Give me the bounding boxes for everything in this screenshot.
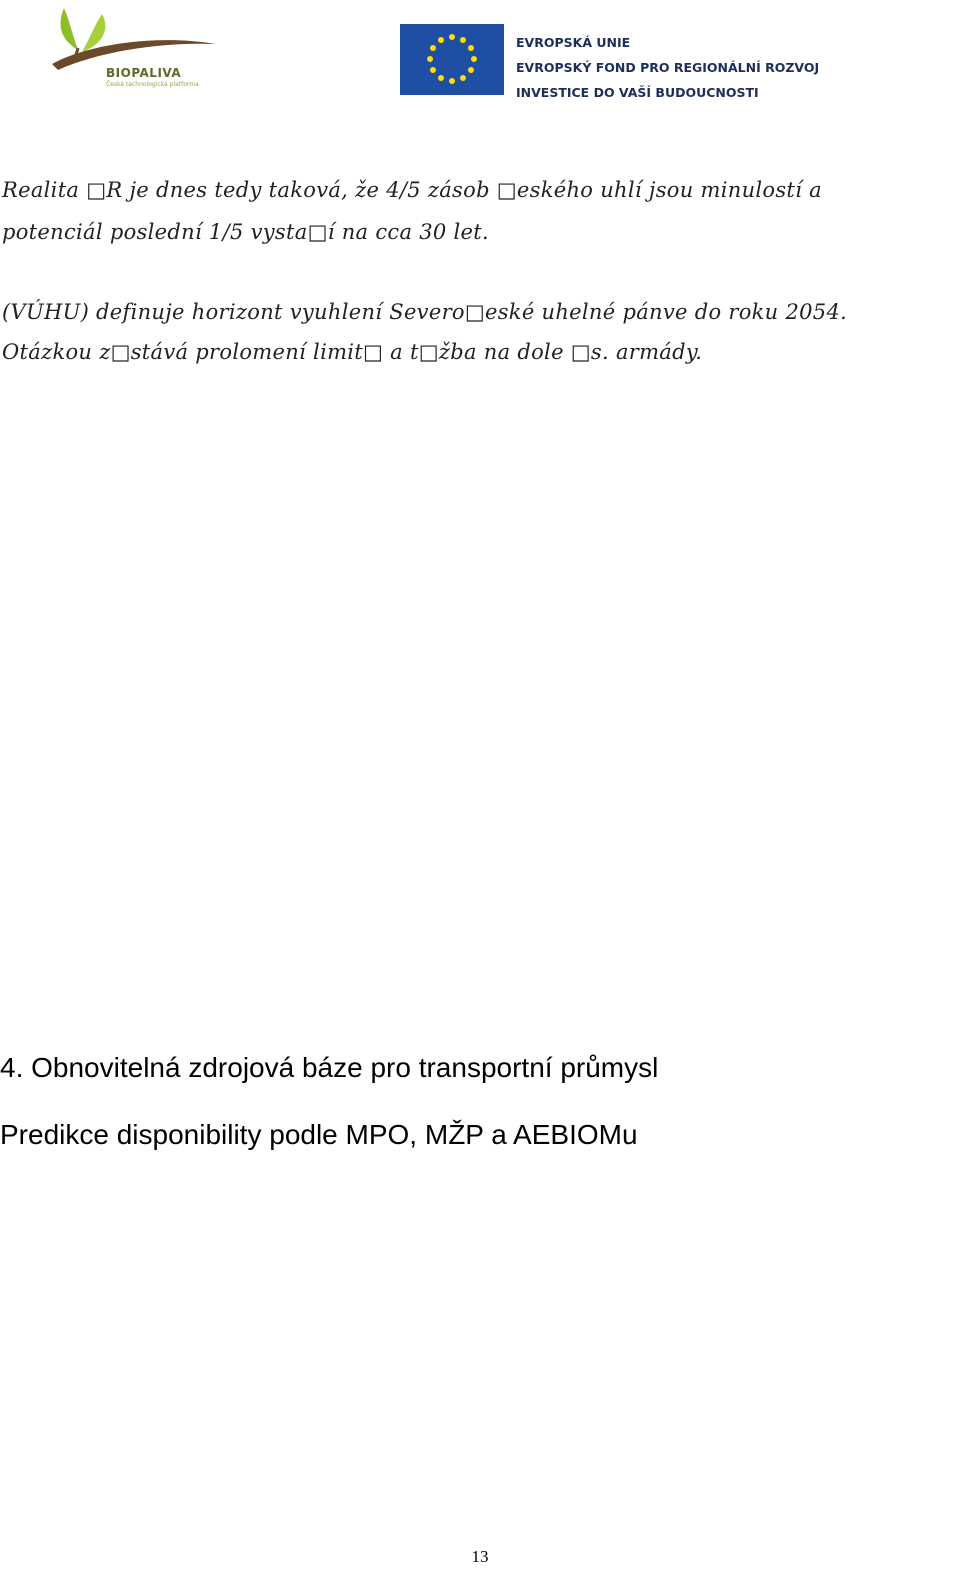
paragraph-2-line-1: (VÚHU) definuje horizont vyuhlení Severo□eské uhelné pánve do roku 2054.	[2, 300, 848, 324]
biopaliva-logo-title: BIOPALIVA	[106, 66, 182, 80]
subheading: Predikce disponibility podle MPO, MŽP a AEBIOMu	[0, 1119, 638, 1150]
eu-line-2: EVROPSKÝ FOND PRO REGIONÁLNÍ ROZVOJ	[516, 60, 820, 75]
biopaliva-logo	[48, 4, 228, 94]
eu-line-1: EVROPSKÁ UNIE	[516, 35, 631, 50]
paragraph-1-line-2: potenciál poslední 1/5 vysta□í na cca 30 let.	[2, 220, 489, 244]
paragraph-1-line-1: Realita □R je dnes tedy taková, že 4/5 zásob □eského uhlí jsou minulostí a	[2, 178, 822, 202]
page-number: 13	[471, 1547, 489, 1566]
section-heading: 4. Obnovitelná zdrojová báze pro transportní průmysl	[0, 1052, 659, 1083]
page-header	[0, 0, 960, 110]
eu-flag	[400, 24, 504, 95]
eu-stars-icon	[400, 24, 504, 95]
paragraph-2-line-2: Otázkou z□stává prolomení limit□ a t□žba na dole □s. armády.	[2, 340, 703, 364]
eu-logo-text	[516, 30, 819, 105]
biopaliva-logo-subtitle: Česká technologická platforma	[106, 81, 199, 88]
eu-line-3: INVESTICE DO VAŠÍ BUDOUCNOSTI	[516, 85, 759, 100]
